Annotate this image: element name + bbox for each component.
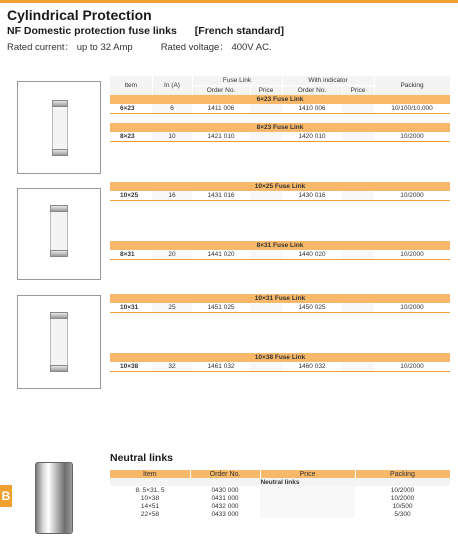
fuse-image bbox=[50, 207, 68, 255]
cell-price bbox=[260, 510, 355, 518]
neutral-header-row bbox=[110, 470, 450, 478]
page-title: Cylindrical Protection bbox=[7, 7, 152, 23]
group-row bbox=[110, 353, 450, 362]
header-packing: Packing bbox=[374, 76, 450, 95]
cell-item: 6×23 bbox=[110, 104, 152, 114]
neutral-link-image bbox=[35, 462, 73, 534]
neutral-header-order: Order No. bbox=[190, 470, 260, 478]
cell-packing: 10/100/10,000 bbox=[374, 104, 450, 114]
header-in: In (A) bbox=[152, 76, 192, 95]
table-row bbox=[110, 362, 450, 372]
cell-ind-price bbox=[342, 250, 374, 260]
cell-ind-price bbox=[342, 191, 374, 201]
cell-order: 1441 020 bbox=[192, 250, 250, 260]
cell-price bbox=[250, 132, 282, 142]
table-row bbox=[110, 486, 450, 494]
cell-ind-price bbox=[342, 303, 374, 313]
cell-price bbox=[250, 362, 282, 372]
cell-price bbox=[250, 303, 282, 313]
fuse-link-table bbox=[110, 76, 451, 372]
table-row bbox=[110, 191, 450, 201]
header-fuse-link: Fuse Link bbox=[192, 76, 282, 86]
cell-order: 0431 000 bbox=[190, 494, 260, 502]
product-photo-2 bbox=[17, 188, 101, 280]
cell-price bbox=[260, 486, 355, 494]
group-row bbox=[110, 95, 450, 104]
group-label: 10×38 Fuse Link bbox=[110, 353, 450, 362]
cell-in: 32 bbox=[152, 362, 192, 372]
group-row bbox=[110, 123, 450, 132]
cell-packing: 5/300 bbox=[355, 510, 450, 518]
cell-ind-price bbox=[342, 132, 374, 142]
fuse-image bbox=[50, 314, 68, 370]
header-price: Price bbox=[250, 86, 282, 96]
neutral-links-title: Neutral links bbox=[110, 452, 174, 464]
cell-in: 25 bbox=[152, 303, 192, 313]
fuse-image bbox=[52, 102, 68, 154]
table-row bbox=[110, 510, 450, 518]
group-row bbox=[110, 182, 450, 191]
group-row bbox=[110, 241, 450, 250]
cell-packing: 10/2000 bbox=[355, 486, 450, 494]
group-label: 10×25 Fuse Link bbox=[110, 182, 450, 191]
cell-order: 1451 025 bbox=[192, 303, 250, 313]
group-row bbox=[110, 294, 450, 303]
cell-packing: 10/500 bbox=[355, 502, 450, 510]
cell-price bbox=[250, 191, 282, 201]
cell-ind-order: 1410 006 bbox=[282, 104, 342, 114]
cell-price bbox=[260, 494, 355, 502]
subtitle-text: NF Domestic protection fuse links bbox=[7, 25, 177, 37]
cell-packing: 10/2000 bbox=[374, 132, 450, 142]
cell-ind-order: 1440 020 bbox=[282, 250, 342, 260]
neutral-group-row bbox=[110, 478, 450, 486]
cell-item: 8×23 bbox=[110, 132, 152, 142]
header-order-no: Order No. bbox=[192, 86, 250, 96]
cell-order: 1461 032 bbox=[192, 362, 250, 372]
page-subtitle bbox=[7, 25, 284, 37]
cell-price bbox=[250, 104, 282, 114]
cell-ind-order: 1420 010 bbox=[282, 132, 342, 142]
product-photo-1 bbox=[17, 81, 101, 174]
top-accent-bar bbox=[0, 0, 458, 3]
cell-in: 16 bbox=[152, 191, 192, 201]
table-row bbox=[110, 303, 450, 313]
cell-ind-order: 1430 016 bbox=[282, 191, 342, 201]
cell-item: 10×38 bbox=[110, 362, 152, 372]
standard-label: [French standard] bbox=[194, 25, 285, 37]
cell-in: 10 bbox=[152, 132, 192, 142]
cell-order: 1421 010 bbox=[192, 132, 250, 142]
cell-packing: 10/2000 bbox=[374, 303, 450, 313]
cell-order: 0432 000 bbox=[190, 502, 260, 510]
cell-packing: 10/2000 bbox=[355, 494, 450, 502]
ratings-line bbox=[7, 39, 272, 53]
cell-order: 0433 000 bbox=[190, 510, 260, 518]
table-row bbox=[110, 132, 450, 142]
cell-ind-price bbox=[342, 104, 374, 114]
cell-ind-order: 1460 032 bbox=[282, 362, 342, 372]
product-photo-3 bbox=[17, 295, 101, 389]
cell-in: 6 bbox=[152, 104, 192, 114]
cell-price bbox=[260, 502, 355, 510]
cell-in: 20 bbox=[152, 250, 192, 260]
cell-item: 10×25 bbox=[110, 191, 152, 201]
cell-order: 1411 006 bbox=[192, 104, 250, 114]
cell-order: 1431 016 bbox=[192, 191, 250, 201]
cell-order: 0430 000 bbox=[190, 486, 260, 494]
cell-item: 14×51 bbox=[110, 502, 190, 510]
table-row bbox=[110, 494, 450, 502]
group-label: 8×31 Fuse Link bbox=[110, 241, 450, 250]
rated-current: Rated current： up to 32 Amp bbox=[7, 42, 133, 53]
neutral-header-packing: Packing bbox=[355, 470, 450, 478]
cell-price bbox=[250, 250, 282, 260]
cell-ind-price bbox=[342, 362, 374, 372]
cell-ind-order: 1450 025 bbox=[282, 303, 342, 313]
header-item: Item bbox=[110, 76, 152, 95]
cell-packing: 10/2000 bbox=[374, 191, 450, 201]
cell-packing: 10/2000 bbox=[374, 362, 450, 372]
cell-item: 22×58 bbox=[110, 510, 190, 518]
neutral-group-label: Neutral links bbox=[110, 478, 450, 486]
neutral-links-table bbox=[110, 470, 451, 518]
table-row bbox=[110, 250, 450, 260]
neutral-header-price: Price bbox=[260, 470, 355, 478]
cell-packing: 10/2000 bbox=[374, 250, 450, 260]
cell-item: 8. 5×31. 5 bbox=[110, 486, 190, 494]
group-label: 6×23 Fuse Link bbox=[110, 95, 450, 104]
table-header-row bbox=[110, 76, 450, 86]
rated-voltage: Rated voltage： 400V AC. bbox=[160, 42, 272, 53]
group-label: 8×23 Fuse Link bbox=[110, 123, 450, 132]
header-with-indicator: With indicator bbox=[282, 76, 374, 86]
group-label: 10×31 Fuse Link bbox=[110, 294, 450, 303]
neutral-header-item: Item bbox=[110, 470, 190, 478]
header-ind-order-no: Order No. bbox=[282, 86, 342, 96]
cell-item: 10×31 bbox=[110, 303, 152, 313]
table-row bbox=[110, 104, 450, 114]
header-ind-price: Price bbox=[342, 86, 374, 96]
section-tab-b: B bbox=[0, 485, 12, 507]
cell-item: 8×31 bbox=[110, 250, 152, 260]
table-row bbox=[110, 502, 450, 510]
cell-item: 10×38 bbox=[110, 494, 190, 502]
